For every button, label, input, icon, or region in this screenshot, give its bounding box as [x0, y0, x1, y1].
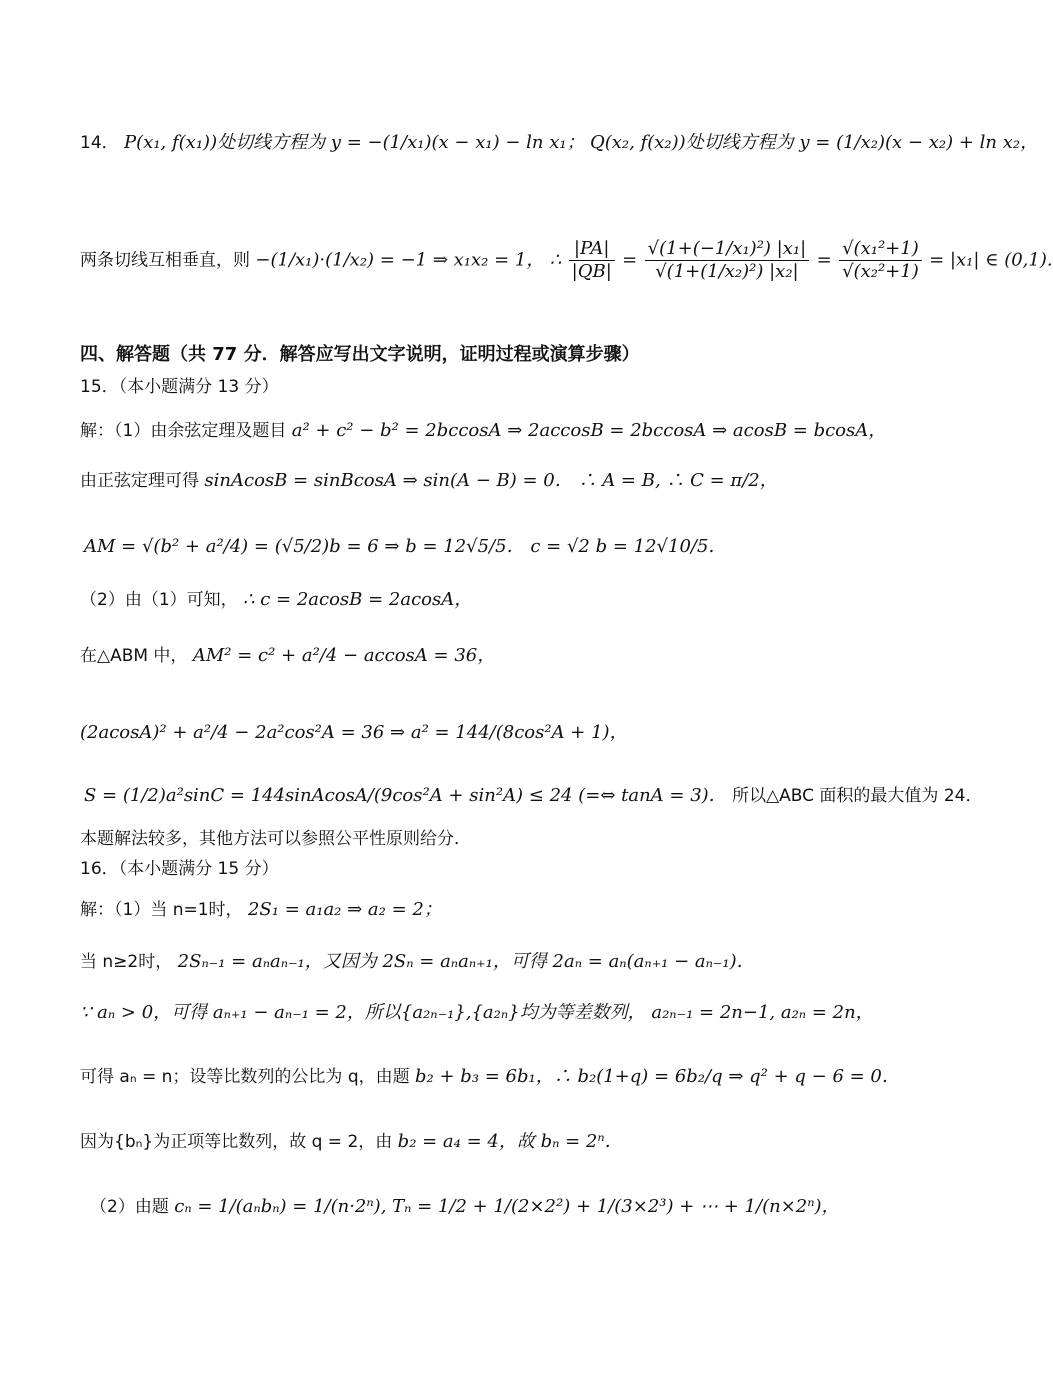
q15-l3-math: AM = √(b² + a²/4) = (√5/2)b = 6 ⇒ b = 12√5/5． c = √2 b = 12√10/5． — [84, 536, 727, 557]
q14-ratio-mid-num: √(1+(−1/x₁)²) |x₁| — [645, 238, 810, 261]
q15-line-2 — [80, 470, 778, 492]
q16-l4-math: b₂ + b₃ = 6b₁，∴ b₂(1+q) = 6b₂/q ⇒ q² + q − 6 = 0． — [415, 1066, 900, 1087]
q14-perp-eq: −(1/x₁)·(1/x₂) = −1 ⇒ x₁x₂ = 1， — [255, 249, 545, 271]
q16-line-4 — [80, 1066, 900, 1088]
q14-ratio-right-den: √(x₂²+1) — [842, 261, 919, 282]
q15-l7-math: S = (1/2)a²sinC = 144sinAcosA/(9cos²A + sin²A) ≤ 24 (=⇔ tanA = 3)． — [84, 785, 727, 806]
q16-line-3 — [80, 1002, 874, 1024]
q16-line-5 — [80, 1131, 623, 1153]
q15-line-8: 本题解法较多，其他方法可以参照公平性原则给分． — [80, 829, 471, 849]
q15-l1-text: 解：（1）由余弦定理及题目 — [80, 421, 287, 441]
q16-l6-text: （2）由题 — [90, 1197, 169, 1217]
q14-ratio-lhs — [569, 238, 615, 283]
q15-l7-text: 所以△ABC 面积的最大值为 24． — [732, 786, 983, 806]
q16-line-2 — [80, 951, 755, 973]
q15-l5-text: 在△ABM 中， — [80, 646, 188, 666]
q16-l3-math: ∵ aₙ > 0，可得 aₙ₊₁ − aₙ₋₁ = 2，所以{a₂ₙ₋₁},{a₂ₙ}均为等差数列， a₂ₙ₋₁ = 2n−1, a₂ₙ = 2n， — [80, 1002, 874, 1023]
q14-ratio-right — [839, 238, 922, 283]
q16-l4-text: 可得 aₙ = n；设等比数列的公比为 q，由题 — [80, 1067, 410, 1087]
q15-line-1 — [80, 420, 886, 442]
q15-l2-text: 由正弦定理可得 — [80, 471, 199, 491]
q16-l5-text: 因为{bₙ}为正项等比数列，故 q = 2，由 — [80, 1132, 393, 1152]
q15-line-4 — [80, 589, 472, 611]
q14-ratio-mid — [645, 238, 810, 283]
section-heading: 四、解答题（共 77 分．解答应写出文字说明，证明过程或演算步骤） — [80, 344, 640, 365]
q14-ratio-right-num: √(x₁²+1) — [839, 238, 922, 261]
q15-l4-text: （2）由（1）可知， — [80, 590, 238, 610]
q15-l5-math: AM² = c² + a²/4 − accosA = 36， — [192, 645, 496, 666]
q16-l1-math: 2S₁ = a₁a₂ ⇒ a₂ = 2； — [247, 899, 442, 920]
q14-label: 14． — [80, 133, 119, 153]
q16-l6-math: cₙ = 1/(aₙbₙ) = 1/(n·2ⁿ), Tₙ = 1/2 + 1/(2×2²) + 1/(3×2³) + ⋯ + 1/(n×2ⁿ)， — [174, 1196, 840, 1217]
q14-ratio-lhs-num: |PA| — [569, 238, 615, 261]
q14-perp-prefix: 两条切线互相垂直，则 — [80, 250, 250, 271]
q15-line-5 — [80, 645, 495, 667]
q14-ratio-prefix: ∴ — [549, 249, 562, 271]
q16-l2-text: 当 n≥2时， — [80, 952, 173, 972]
q15-label: 15．（本小题满分 13 分） — [80, 377, 279, 397]
q15-line-6 — [80, 722, 628, 744]
q14-ratio-result: = |x₁| ∈ (0,1). — [929, 249, 1053, 271]
q16-label: 16．（本小题满分 15 分） — [80, 859, 279, 879]
q16-l5-math: b₂ = a₄ = 4，故 bₙ = 2ⁿ． — [397, 1131, 623, 1152]
q14-tangent-q: Q(x₂, f(x₂))处切线方程为 y = (1/x₂)(x − x₂) + ln x₂， — [589, 132, 1039, 153]
q16-line-6 — [90, 1196, 840, 1218]
q14-ratio-lhs-den: |QB| — [571, 261, 612, 282]
q16-l1-text: 解：（1）当 n=1时， — [80, 900, 243, 920]
q15-l2-math: sinAcosB = sinBcosA ⇒ sin(A − B) = 0． ∴ A = B, ∴ C = π/2， — [204, 470, 778, 491]
q15-l1-math: a² + c² − b² = 2bccosA ⇒ 2accosB = 2bccosA ⇒ acosB = bcosA， — [291, 420, 887, 441]
q15-l4-math: ∴ c = 2acosB = 2acosA， — [243, 589, 473, 610]
q14-line-1 — [80, 132, 1038, 154]
q15-line-7 — [84, 785, 982, 807]
q15-line-3 — [84, 536, 726, 558]
q15-l6-math: (2acosA)² + a²/4 − 2a²cos²A = 36 ⇒ a² = 144/(8cos²A + 1)， — [80, 722, 628, 743]
q16-l2-math: 2Sₙ₋₁ = aₙaₙ₋₁，又因为 2Sₙ = aₙaₙ₊₁，可得 2aₙ = aₙ(aₙ₊₁ − aₙ₋₁)． — [177, 951, 755, 972]
q14-ratio-mid-den: √(1+(1/x₂)²) |x₂| — [655, 261, 799, 282]
q14-tangent-p: P(x₁, f(x₁))处切线方程为 y = −(1/x₁)(x − x₁) − ln x₁； — [124, 132, 585, 153]
q16-line-1 — [80, 899, 442, 921]
q14-line-2: 两条切线互相垂直，则 −(1/x₁)·(1/x₂) = −1 ⇒ x₁x₂ = 1， ∴ $\frac{|PA|}{|QB|}$ = $\frac{\text{√(1+(−1/x₁)²) |x₁|}}{\text{√(1+(1/x₂)²) |x₂|}}$ = $\frac{\text{√(x₁²+1)}}{\text{√(x₂²+1)}}$ = |x₁| ∈ (0,1). — [80, 238, 1053, 282]
